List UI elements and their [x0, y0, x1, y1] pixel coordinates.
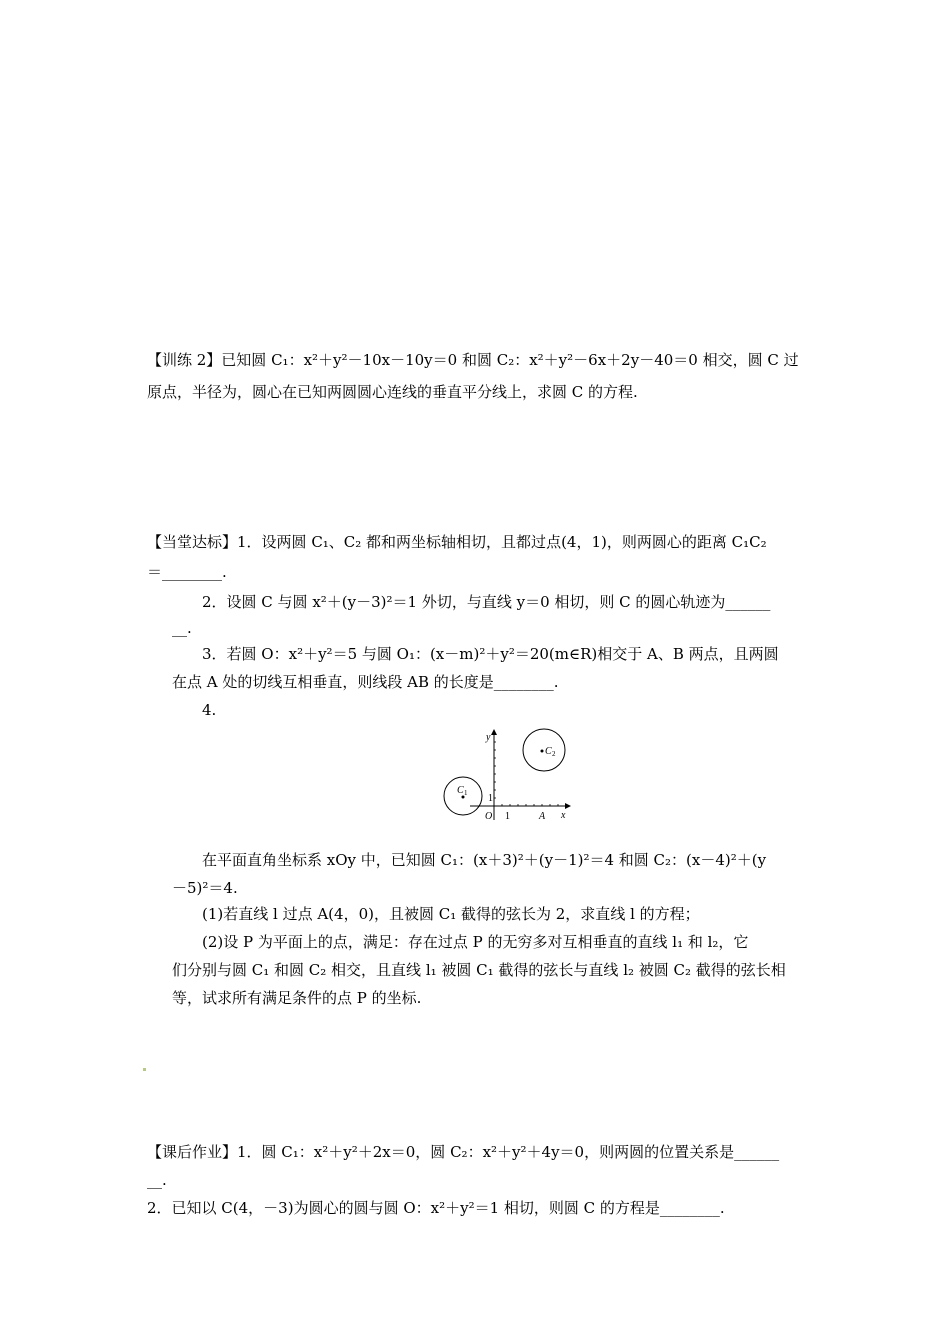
circle-c2	[523, 729, 565, 771]
homework-q2-line-1: 2．已知以 C(4，－3)为圆心的圆与圆 O：x²＋y²＝1 相切，则圆 C 的方程是________.	[147, 1199, 725, 1217]
classwork-q4-part-2-line-3: 等，试求所有满足条件的点 P 的坐标.	[172, 989, 422, 1007]
classwork-q4-part-2-line-1: (2)设 P 为平面上的点，满足：存在过点 P 的无穷多对互相垂直的直线 l₁ 和 l₂，它	[202, 933, 749, 951]
y-one-label: 1	[488, 793, 493, 804]
classwork-q4-line-1: 在平面直角坐标系 xOy 中，已知圆 C₁：(x＋3)²＋(y－1)²＝4 和圆 C₂：(x－4)²＋(y	[202, 851, 767, 869]
y-axis-label: y	[486, 732, 491, 743]
c1-subscript: 1	[464, 789, 468, 797]
classwork-q2-line-2: __.	[172, 619, 192, 637]
homework-q1-line-2: __.	[147, 1171, 167, 1189]
classwork-q3-line-2: 在点 A 处的切线互相垂直，则线段 AB 的长度是________.	[172, 673, 559, 691]
origin-label: O	[485, 811, 493, 822]
classwork-q1-line-2: ＝________.	[147, 563, 227, 581]
training2-line-2: 原点，半径为，圆心在已知两圆圆心连线的垂直平分线上，求圆 C 的方程.	[147, 383, 638, 401]
classwork-q1-line-1: 【当堂达标】1．设两圆 C₁、C₂ 都和两坐标轴相切，且都过点(4，1)，则两圆心的距离 C₁C₂	[147, 533, 767, 551]
point-a-label: A	[539, 811, 546, 822]
x-axis-label: x	[561, 810, 566, 821]
x-one-label: 1	[505, 811, 510, 822]
coordinate-figure	[438, 726, 578, 822]
c2-subscript: 2	[552, 750, 556, 758]
classwork-q3-line-1: 3．若圆 O：x²＋y²＝5 与圆 O₁：(x－m)²＋y²＝20(m∈R)相交于 A、B 两点，且两圆	[202, 645, 779, 663]
classwork-q4-part-2-line-2: 们分别与圆 C₁ 和圆 C₂ 相交，且直线 l₁ 被圆 C₁ 截得的弦长与直线 l₂ 被圆 C₂ 截得的弦长相	[172, 961, 786, 979]
classwork-q2-line-1: 2．设圆 C 与圆 x²＋(y－3)²＝1 外切，与直线 y＝0 相切，则 C 的圆心轨迹为______	[202, 593, 771, 611]
decorative-speck	[143, 1068, 146, 1071]
c1-label: C	[457, 785, 464, 796]
homework-q1-line-1: 【课后作业】1．圆 C₁：x²＋y²＋2x＝0，圆 C₂：x²＋y²＋4y＝0，则两圆的位置关系是______	[147, 1143, 780, 1161]
classwork-q4-line-2: －5)²＝4.	[172, 879, 238, 897]
classwork-q4-number: 4.	[202, 701, 217, 719]
center-c2-dot	[541, 750, 544, 753]
coordinate-figure-svg	[438, 726, 578, 822]
classwork-q4-part-1: (1)若直线 l 过点 A(4，0)，且被圆 C₁ 截得的弦长为 2，求直线 l 的方程；	[202, 905, 700, 923]
training2-line-1: 【训练 2】已知圆 C₁：x²＋y²－10x－10y＝0 和圆 C₂：x²＋y²－6x＋2y－40＝0 相交，圆 C 过	[147, 351, 799, 369]
c2-label: C	[545, 746, 552, 757]
